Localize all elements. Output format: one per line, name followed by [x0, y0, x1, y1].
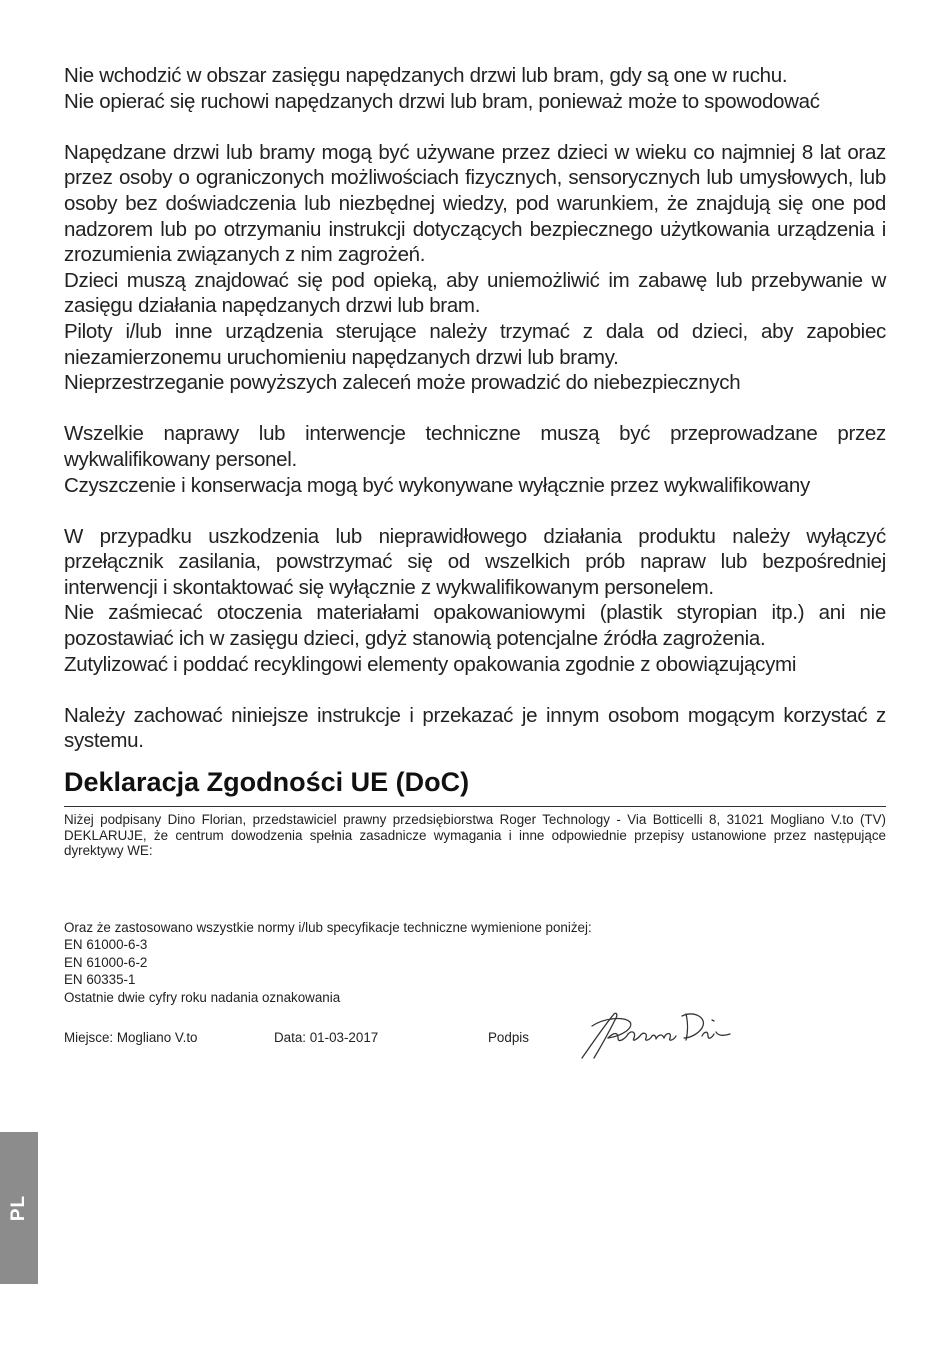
paragraph: Nieprzestrzeganie powyższych zaleceń może prowadzić do niebezpiecznych	[64, 371, 741, 395]
paragraph-gap	[64, 498, 886, 524]
paragraph: Nie wchodzić w obszar zasięgu napędzanych drzwi lub bram, gdy są one w ruchu.	[64, 64, 788, 87]
paragraph: Czyszczenie i konserwacja mogą być wykonywane wyłącznie przez wykwalifikowany	[64, 473, 810, 497]
paragraph: Wszelkie naprawy lub interwencje techniczne muszą być przeprowadzane przez wykwalifikowany personel.	[64, 422, 886, 471]
paragraph: Napędzane drzwi lub bramy mogą być używane przez dzieci w wieku co najmniej 8 lat oraz przez osoby o ograniczonych możliwościach fizycznych, sensorycznych lub umysłowych, lub osoby bez doświadczenia lub niezbędnej wiedzy, pod warunkiem, że znajdują się one pod nadzorem lub po otrzymaniu instrukcji dotyczących bezpiecznego użytkowania urządzenia i zrozumienia związanych z nim zagrożeń.	[64, 140, 886, 267]
paragraph: W przypadku uszkodzenia lub nieprawidłowego działania produktu należy wyłączyć przełącznik zasilania, powstrzymać się od wszelkich prób napraw lub bezpośredniej interwencji i skontaktować się wyłącznie z wykwalifikowanym personelem.	[64, 524, 886, 599]
paragraph: Piloty i/lub inne urządzenia sterujące należy trzymać z dala od dzieci, aby zapobiec niezamierzonemu uruchomieniu napędzanych drzwi lub bramy.	[64, 319, 886, 369]
signature-image	[578, 1008, 738, 1064]
norm-item: EN 60335-1	[64, 972, 136, 988]
marking-note: Ostatnie dwie cyfry roku nadania oznakowania	[64, 989, 341, 1005]
safety-instructions	[64, 63, 886, 754]
date-label: Data: 01-03-2017	[274, 1030, 379, 1045]
paragraph: Dzieci muszą znajdować się pod opieką, aby uniemożliwić im zabawę lub przebywanie w zasięgu działania napędzanych drzwi lub bram.	[64, 268, 886, 318]
paragraph: Należy zachować niniejsze instrukcje i przekazać je innym osobom mogącym korzystać z systemu.	[64, 703, 886, 753]
paragraph: Zutylizować i poddać recyklingowi elementy opakowania zgodnie z obowiązującymi	[64, 652, 797, 676]
paragraph: Nie opierać się ruchowi napędzanych drzwi lub bram, ponieważ może to spowodować	[64, 89, 820, 113]
paragraph-gap	[64, 396, 886, 422]
declaration-title: Deklaracja Zgodności UE (DoC)	[64, 767, 470, 797]
paragraph: Nie zaśmiecać otoczenia materiałami opakowaniowymi (plastik styropian itp.) ani nie pozostawiać ich w zasięgu dzieci, gdyż stanowią potencjalne źródła zagrożenia.	[64, 601, 886, 651]
paragraph-gap	[64, 677, 886, 703]
norm-item: EN 61000-6-3	[64, 937, 148, 953]
norm-item: EN 61000-6-2	[64, 954, 148, 970]
language-code: PL	[8, 1194, 29, 1222]
language-tab	[0, 1132, 38, 1284]
title-divider	[64, 806, 886, 807]
signature-label: Podpis	[488, 1030, 529, 1045]
norms-list	[64, 919, 886, 1006]
paragraph-gap	[64, 114, 886, 140]
declaration-text: Niżej podpisany Dino Florian, przedstawiciel prawny przedsiębiorstwa Roger Technology - Via Botticelli 8, 31021 Mogliano V.to (TV) DEKLARUJE, że centrum dowodzenia spełnia zasadnicze wymagania i inne odpowiednie przepisy ustanowione przez następujące dyrektywy WE:	[64, 812, 886, 858]
place-label: Miejsce: Mogliano V.to	[64, 1030, 198, 1045]
norms-intro: Oraz że zastosowano wszystkie normy i/lub specyfikacje techniczne wymienione poniżej:	[64, 920, 592, 935]
